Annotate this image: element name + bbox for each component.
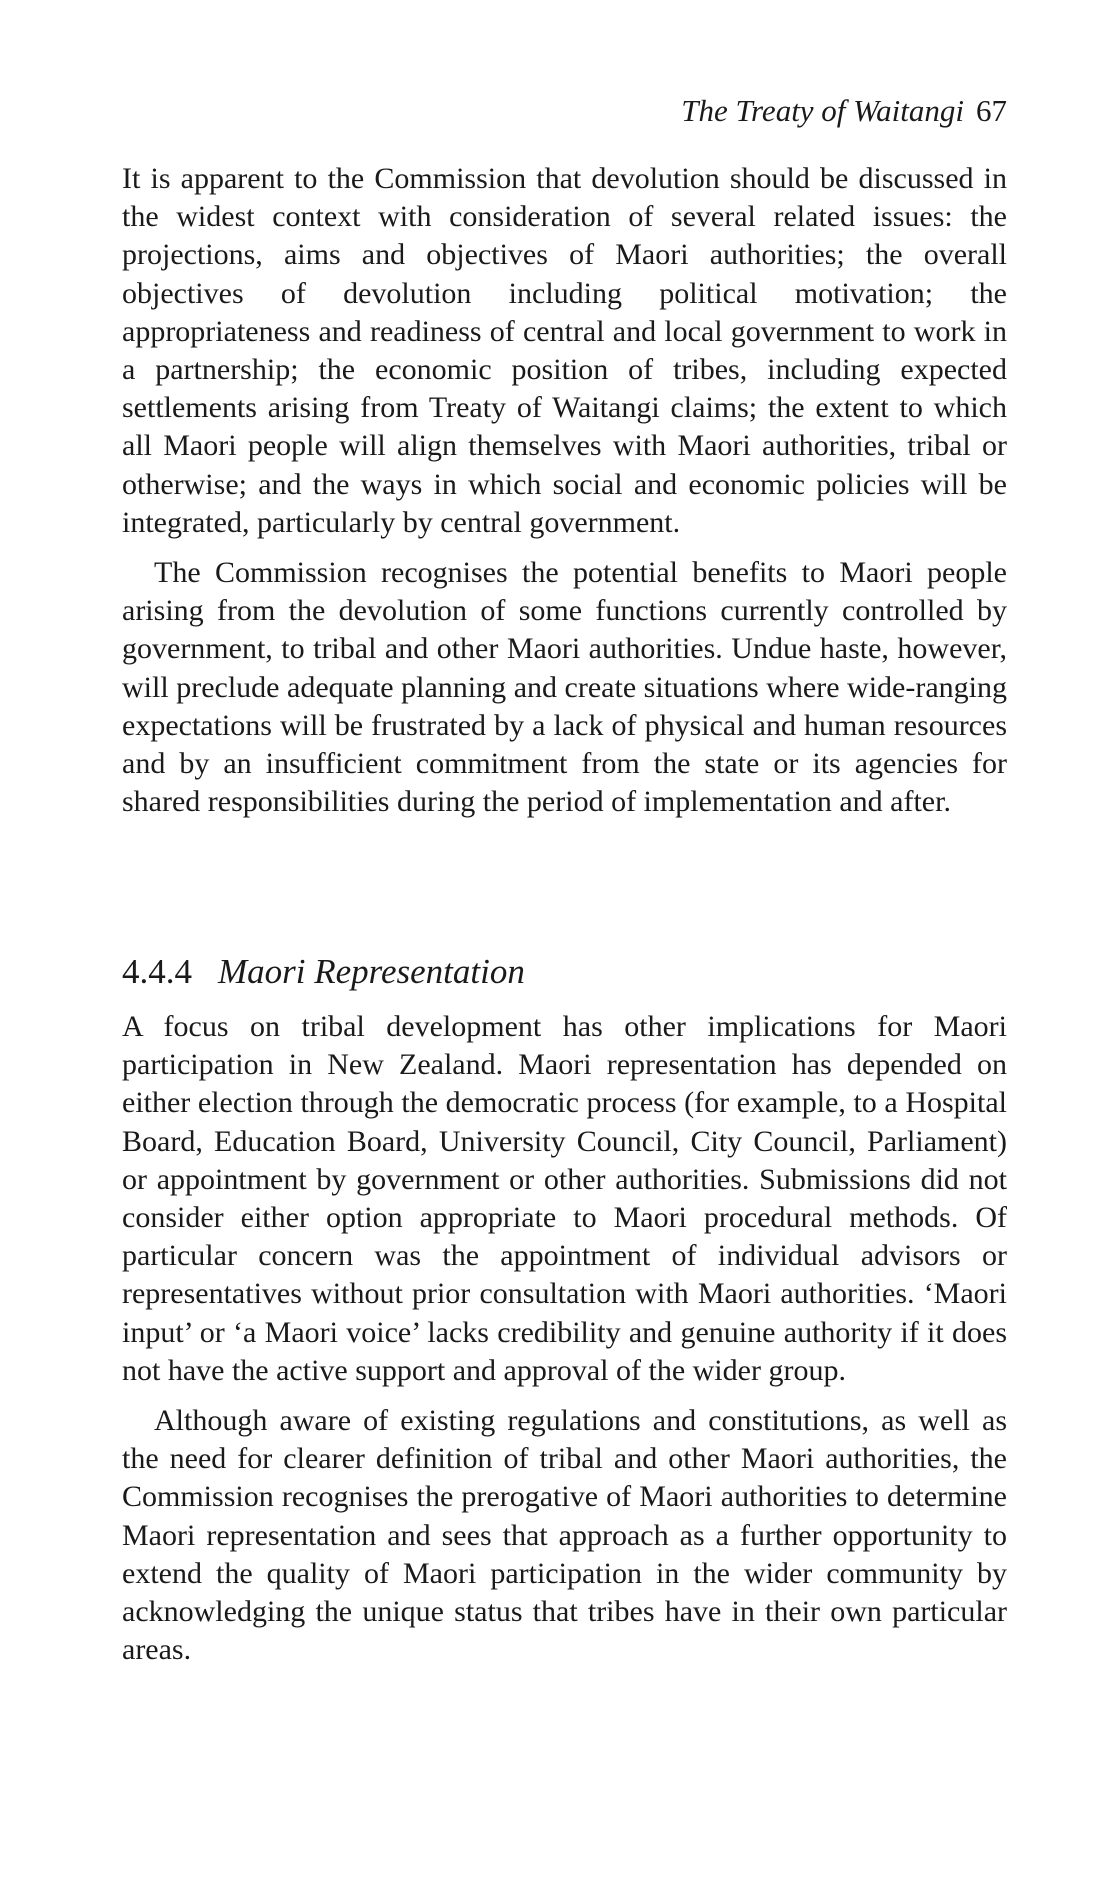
paragraph: The Commission recognises the potential benefits to Maori people arising from the devolution of some functions currently controlled by government, to tribal and other Maori authorities. Undue haste, however, will preclude adequate planning and create situations where wide-ranging expectations will be frustrated by a lack of physical and human resources and by an insufficient commitment from the state or its agencies for shared responsibilities during the period of implementation and after. xyxy=(122,556,1007,819)
page-number: 67 xyxy=(976,93,1007,128)
paragraph: A focus on tribal development has other implications for Maori participation in New Zealand. Maori representation has depended on either election through the democratic process (for example, to a Hospital Board, Education Board, University Council, City Council, Parliament) or appointment by government or other authorities. Submissions did not consider either option appropriate to Maori procedural methods. Of particular concern was the appointment of individual advisors or representatives without prior consultation with Maori authorities. ‘Maori input’ or ‘a Maori voice’ lacks credibility and genuine authority if it does not have the active support and approval of the wider group. xyxy=(122,1010,1007,1387)
section-title: Maori Representation xyxy=(218,952,525,991)
text-block-representation xyxy=(122,1008,1007,1669)
paragraph: Although aware of existing regulations and constitutions, as well as the need for clearer definition of tribal and other Maori authorities, the Commission recognises the prerogative of Maori authorities to determine Maori representation and sees that approach as a further opportunity to extend the quality of Maori participation in the wider community by acknowledging the unique status that tribes have in their own particular areas. xyxy=(122,1404,1007,1667)
paragraph: It is apparent to the Commission that devolution should be discussed in the widest context with consideration of several related issues: the projections, aims and objectives of Maori authorities; the overall objectives of devolution including political motivation; the appropriateness and readiness of central and local government to work in a partnership; the economic position of tribes, including expected settlements arising from Treaty of Waitangi claims; the extent to which all Maori people will align themselves with Maori authorities, tribal or otherwise; and the ways in which social and economic policies will be integrated, particularly by central government. xyxy=(122,162,1007,539)
section-number: 4.4.4 xyxy=(122,952,192,991)
running-head xyxy=(681,92,1007,130)
book-page xyxy=(122,0,1007,1880)
section-heading xyxy=(122,951,525,993)
text-block-devolution xyxy=(122,160,1007,821)
running-head-title: The Treaty of Waitangi xyxy=(681,93,964,128)
